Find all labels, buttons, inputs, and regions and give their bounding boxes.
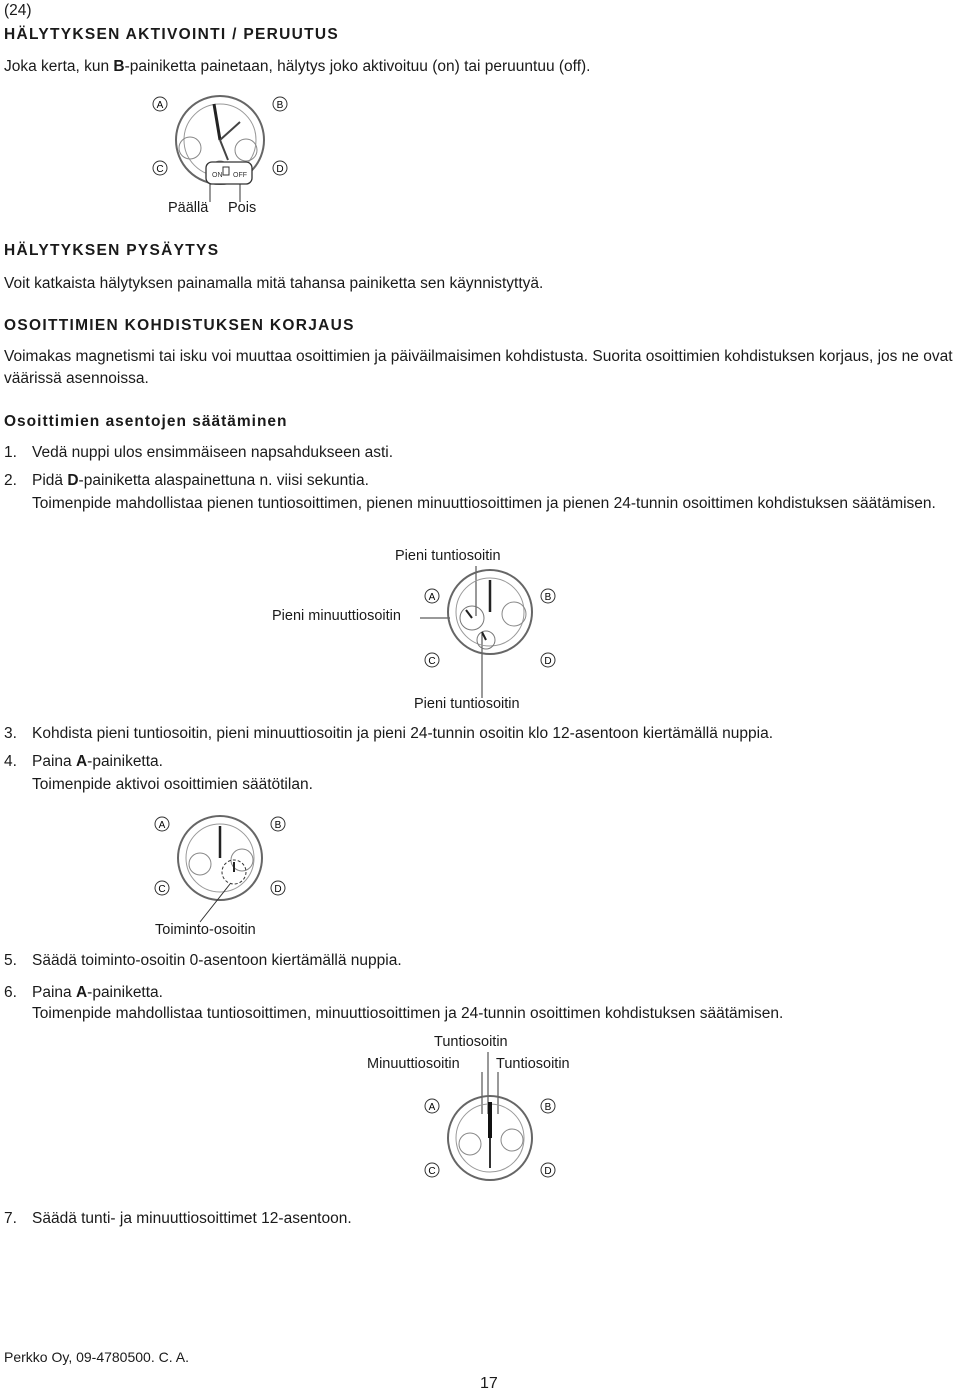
button-b-label: B (276, 100, 284, 111)
step-4: 4. Paina A-painiketta. (4, 753, 163, 770)
fig2-button-a: A (428, 592, 436, 603)
step-2: 2. Pidä D-painiketta alaspainettuna n. viisi sekuntia. (4, 472, 369, 489)
fig2-button-b: B (544, 592, 552, 603)
fig4-button-d: D (544, 1166, 552, 1177)
fig2-label-top: Pieni tuntiosoitin (395, 548, 501, 564)
fig4-button-c: C (428, 1166, 436, 1177)
fig3-button-d: D (274, 884, 282, 895)
heading-hand-correction: OSOITTIMIEN KOHDISTUKSEN KORJAUS (4, 317, 355, 334)
button-a-label: A (156, 100, 164, 111)
step-7: 7. Säädä tunti- ja minuuttiosoittimet 12-asentoon. (4, 1210, 352, 1227)
watch-illustration-function-hand (150, 814, 290, 922)
label-on: Päällä (168, 200, 209, 216)
step-6-detail: Toimenpide mahdollistaa tuntiosoittimen, minuuttiosoittimen ja 24-tunnin osoittimen kohdistuksen säätämisen. (32, 1005, 784, 1022)
watch-illustration-main-hands (420, 1052, 560, 1184)
fig3-button-a: A (158, 820, 166, 831)
fig4-button-a: A (428, 1102, 436, 1113)
alarm-onoff-text: Joka kerta, kun B-painiketta painetaan, hälytys joko aktivoituu (on) tai peruuntuu (off). (4, 58, 591, 75)
step-1: 1. Vedä nuppi ulos ensimmäiseen napsahdukseen asti. (4, 444, 394, 461)
fig4-label-left: Minuuttiosoitin (367, 1056, 460, 1072)
subheading-adjust: Osoittimien asentojen säätäminen (4, 413, 288, 430)
page-number: 17 (480, 1375, 498, 1392)
heading-alarm-stop: HÄLYTYKSEN PYSÄYTYS (4, 242, 220, 259)
fig2-button-d: D (544, 656, 552, 667)
fig4-button-b: B (544, 1102, 552, 1113)
fig2-label-bottom: Pieni tuntiosoitin (414, 696, 520, 712)
button-c-label: C (156, 164, 164, 175)
step-3: 3. Kohdista pieni tuntiosoitin, pieni minuuttiosoitin ja pieni 24-tunnin osoitin klo 12-asentoon kiertämällä nuppia. (4, 725, 774, 742)
page-label: (24) (4, 2, 32, 19)
dial-off-text: OFF (233, 172, 247, 179)
button-ref-b: B (113, 58, 125, 75)
heading-alarm-onoff: HÄLYTYKSEN AKTIVOINTI / PERUUTUS (4, 26, 339, 43)
watch-illustration-small-hands (420, 566, 560, 698)
fig4-label-right: Tuntiosoitin (496, 1056, 570, 1072)
step-4-detail: Toimenpide aktivoi osoittimien säätötilan. (32, 776, 313, 793)
fig3-button-c: C (158, 884, 166, 895)
step-5: 5. Säädä toiminto-osoitin 0-asentoon kiertämällä nuppia. (4, 952, 402, 969)
footer-company: Perkko Oy, 09-4780500. C. A. (4, 1349, 189, 1365)
alarm-stop-text: Voit katkaista hälytyksen painamalla mitä tahansa painiketta sen käynnistyttyä. (4, 275, 544, 292)
fig2-label-left: Pieni minuuttiosoitin (272, 608, 401, 624)
label-off: Pois (228, 200, 257, 216)
fig3-button-b: B (274, 820, 282, 831)
fig2-button-c: C (428, 656, 436, 667)
watch-illustration-alarm (150, 92, 290, 204)
step-6: 6. Paina A-painiketta. (4, 984, 163, 1001)
fig4-label-top: Tuntiosoitin (434, 1034, 508, 1050)
dial-on-text: ON (212, 172, 223, 179)
fig3-label-bottom: Toiminto-osoitin (155, 922, 256, 938)
step-2-detail: Toimenpide mahdollistaa pienen tuntiosoittimen, pienen minuuttiosoittimen ja pienen 24-tunnin osoittimen kohdistuksen säätämisen. (32, 495, 936, 512)
button-d-label: D (276, 164, 284, 175)
hand-correction-intro: Voimakas magnetismi tai isku voi muuttaa osoittimien ja päiväilmaisimen kohdistusta. Suorita osoittimien kohdistuksen korjaus, jos ne ovat väärissä asennoissa. (4, 348, 953, 387)
